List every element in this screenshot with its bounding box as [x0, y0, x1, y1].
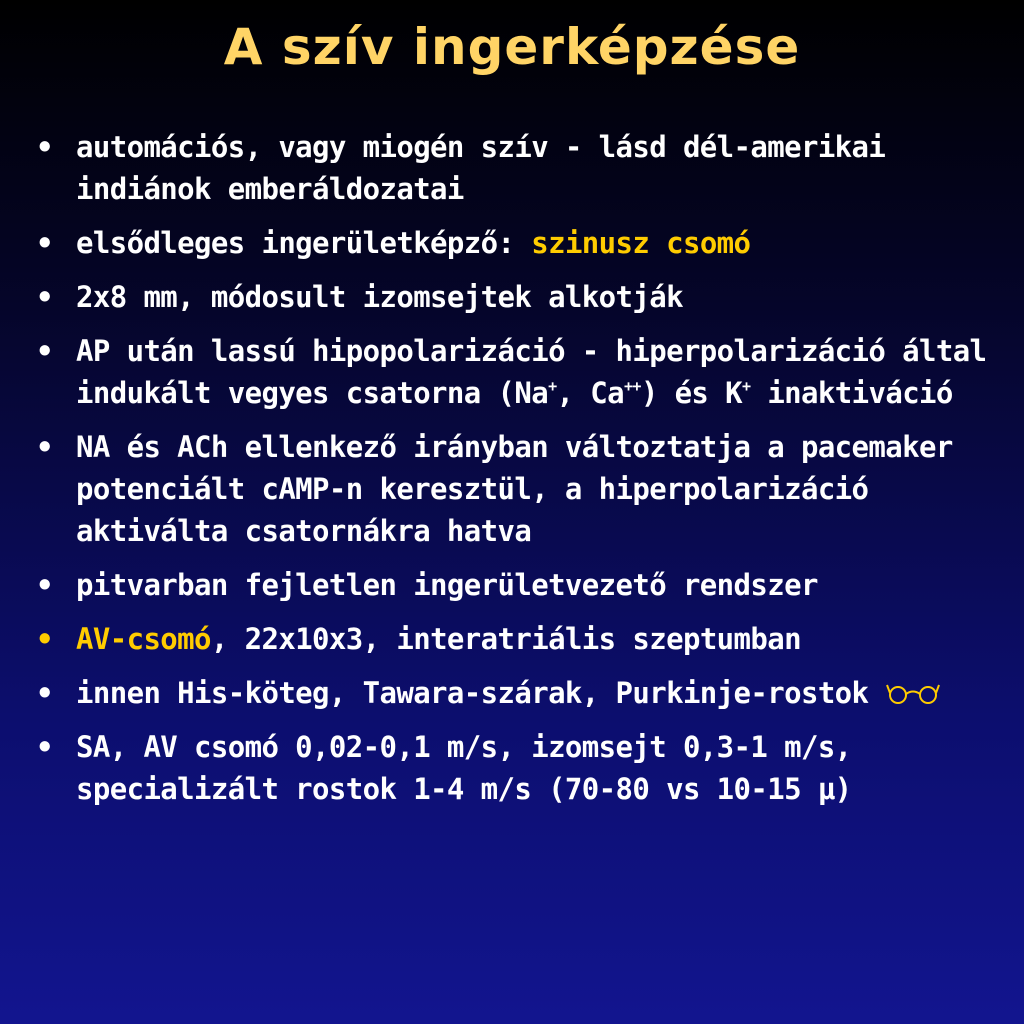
bullet-dot: • — [36, 226, 53, 260]
bullet-text: , Ca — [556, 376, 624, 410]
superscript: + — [742, 377, 751, 395]
bullet-text: pitvarban fejletlen ingerületvezető rendszer — [76, 568, 818, 602]
list-item — [36, 126, 1006, 210]
bullet-text: ) és K — [640, 376, 743, 410]
superscript: ++ — [623, 377, 641, 395]
bullet-dot: • — [36, 622, 53, 656]
highlight-term: szinusz csomó — [531, 226, 751, 260]
list-item — [36, 618, 1006, 660]
bullet-text: 2x8 mm, módosult izomsejtek alkotják — [76, 280, 683, 314]
highlight-term: AV-csomó — [76, 622, 211, 656]
bullet-dot: • — [36, 430, 53, 464]
bullet-dot: • — [36, 280, 53, 314]
bullet-text: AP után lassú hipopolarizáció - hiperpolarizáció által indukált vegyes csatorna (Na — [76, 334, 987, 410]
glasses-icon[interactable] — [885, 676, 943, 710]
superscript: + — [548, 377, 557, 395]
bullet-list — [36, 126, 1006, 822]
bullet-text: , 22x10x3, interatriális szeptumban — [210, 622, 801, 656]
list-item — [36, 564, 1006, 606]
bullet-text: elsődleges ingerületképző: — [76, 226, 532, 260]
bullet-dot: • — [36, 334, 53, 368]
list-item — [36, 672, 1006, 714]
bullet-dot: • — [36, 568, 53, 602]
list-item — [36, 726, 1006, 810]
bullet-text: automációs, vagy miogén szív - lásd dél-amerikai indiánok emberáldozatai — [76, 130, 886, 206]
bullet-dot: • — [36, 130, 53, 164]
list-item — [36, 426, 1006, 552]
slide-title: A szív ingerképzése — [223, 18, 801, 76]
list-item — [36, 330, 1006, 414]
bullet-dot: • — [36, 676, 53, 710]
list-item — [36, 276, 1006, 318]
list-item — [36, 222, 1006, 264]
bullet-text: inaktiváció — [750, 376, 953, 410]
bullet-text: SA, AV csomó 0,02-0,1 m/s, izomsejt 0,3-1 m/s, specializált rostok 1-4 m/s (70-80 vs 10-15 μ) — [76, 730, 852, 806]
bullet-text: innen His-köteg, Tawara-szárak, Purkinje-rostok — [76, 676, 869, 710]
bullet-dot: • — [36, 730, 53, 764]
bullet-text: NA és ACh ellenkező irányban változtatja a pacemaker potenciált cAMP-n keresztül, a hiperpolarizáció aktiválta csatornákra hatva — [76, 430, 953, 548]
